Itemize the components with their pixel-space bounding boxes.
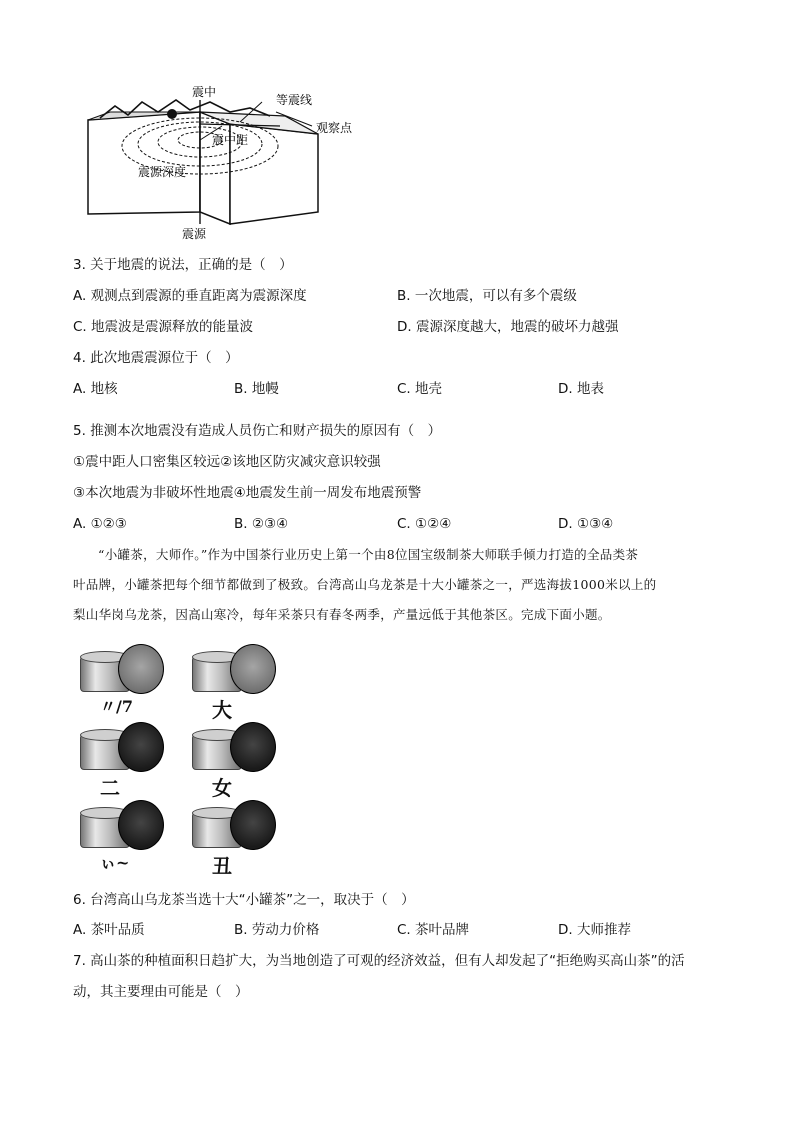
label-focal-depth: 震源深度 (138, 165, 187, 179)
q5-statement-1: ①震中距人口密集区较远②该地区防灾减灾意识较强 (73, 454, 381, 470)
question-7-stem-line-1: 7. 高山茶的种植面积日趋扩大，为当地创造了可观的经济效益，但有人却发起了“拒绝购买高山茶”的活 (73, 953, 685, 969)
q4-option-b: B. 地幔 (234, 381, 279, 397)
q5-option-c: C. ①②④ (397, 516, 452, 532)
label-isoseismal: 等震线 (276, 93, 313, 107)
question-4-stem: 4. 此次地震震源位于（ ） (73, 350, 239, 366)
q6-option-d: D. 大师推荐 (558, 922, 631, 938)
q5-option-b: B. ②③④ (234, 516, 289, 532)
question-3-stem: 3. 关于地震的说法，正确的是（ ） (73, 257, 293, 273)
q3-option-b: B. 一次地震，可以有多个震级 (397, 288, 577, 304)
q3-option-a: A. 观测点到震源的垂直距离为震源深度 (73, 288, 307, 304)
label-epicentral-distance: 震中距 (212, 133, 249, 147)
label-observation-point: 观察点 (316, 121, 353, 135)
q5-option-d: D. ①③④ (558, 516, 614, 532)
q5-statement-2: ③本次地震为非破坏性地震④地震发生前一周发布地震预警 (73, 485, 422, 501)
q5-option-a: A. ①②③ (73, 516, 127, 532)
tea-cans-image (72, 642, 282, 878)
passage-line-2: 叶品牌，小罐茶把每个细节都做到了极致。台湾高山乌龙茶是十大小罐茶之一，严选海拔1000米以上的 (73, 577, 657, 592)
q4-option-c: C. 地壳 (397, 381, 443, 397)
q6-option-c: C. 茶叶品牌 (397, 922, 470, 938)
tea-can: 女 (184, 720, 282, 792)
tea-can: 大 (184, 642, 282, 714)
question-5-stem: 5. 推测本次地震没有造成人员伤亡和财产损失的原因有（ ） (73, 423, 442, 439)
tea-can: 〃/7 (72, 642, 170, 714)
label-focus: 震源 (182, 227, 207, 241)
q3-option-d: D. 震源深度越大，地震的破坏力越强 (397, 319, 619, 335)
tea-can: ぃ~ (72, 798, 170, 870)
q6-option-b: B. 劳动力价格 (234, 922, 320, 938)
question-6-stem: 6. 台湾高山乌龙茶当选十大“小罐茶”之一，取决于（ ） (73, 892, 415, 908)
passage-line-3: 梨山华岗乌龙茶，因高山寒冷，每年采茶只有春冬两季，产量远低于其他茶区。完成下面小题。 (73, 607, 611, 622)
tea-can: 二 (72, 720, 170, 792)
q4-option-d: D. 地表 (558, 381, 604, 397)
q6-option-a: A. 茶叶品质 (73, 922, 145, 938)
q3-option-c: C. 地震波是震源释放的能量波 (73, 319, 254, 335)
question-7-stem-line-2: 动，其主要理由可能是（ ） (73, 984, 249, 1000)
earthquake-diagram (80, 82, 370, 244)
tea-can: 丑 (184, 798, 282, 870)
label-epicenter: 震中 (192, 85, 217, 99)
q4-option-a: A. 地核 (73, 381, 118, 397)
epicenter-dot (167, 109, 177, 119)
passage-line-1: “小罐茶，大师作。”作为中国茶行业历史上第一个由8位国宝级制茶大师联手倾力打造的全品类茶 (98, 547, 639, 562)
tea-passage (73, 540, 733, 630)
crust-block-left (88, 112, 200, 214)
